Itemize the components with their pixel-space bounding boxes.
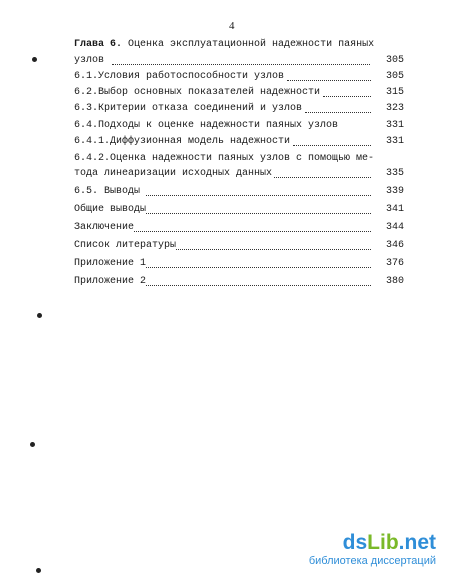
- toc-entry-text: Список литературы: [74, 240, 177, 251]
- toc-page-number: 335: [385, 168, 404, 179]
- toc-entry[interactable]: [74, 203, 404, 217]
- dot-leader: [146, 285, 371, 286]
- toc-page-number: 339: [385, 186, 404, 197]
- toc-page-number: 315: [385, 87, 404, 98]
- toc-entry-text: 6.4.2.Оценка надежности паяных узлов с помощью ме-: [74, 153, 375, 164]
- toc-entry[interactable]: [74, 135, 404, 149]
- binder-hole-mark: [37, 313, 42, 318]
- toc-entry[interactable]: [74, 185, 404, 199]
- dot-leader: [323, 96, 371, 97]
- chapter-heading-line1: [74, 39, 374, 50]
- toc-entry[interactable]: [74, 167, 404, 181]
- toc-entry-text: Приложение 1: [74, 258, 147, 269]
- dot-leader: [112, 64, 370, 65]
- toc-page-number: 346: [385, 240, 404, 251]
- binder-hole-mark: [30, 442, 35, 447]
- toc-entry-text: Общие выводы: [74, 204, 147, 215]
- toc-entry[interactable]: [74, 70, 404, 84]
- toc-entry[interactable]: [74, 275, 404, 289]
- dslib-tagline: библиотека диссертаций: [308, 555, 436, 567]
- dot-leader: [274, 177, 371, 178]
- toc-entry[interactable]: [74, 102, 404, 116]
- toc-entry-text: 6.1.Условия работоспособности узлов: [74, 71, 285, 82]
- toc-page-number: 323: [385, 103, 404, 114]
- dot-leader: [293, 145, 371, 146]
- toc-entry[interactable]: [74, 221, 404, 235]
- page-number: 4: [229, 20, 235, 32]
- toc-entry[interactable]: [74, 257, 404, 271]
- toc-page-number: 305: [385, 55, 404, 66]
- toc-entry-line1: [74, 153, 374, 164]
- chapter-title-continued: узлов: [74, 55, 105, 66]
- binder-hole-mark: [36, 568, 41, 573]
- toc-entry-text: Заключение: [74, 222, 135, 233]
- dot-leader: [287, 80, 371, 81]
- toc-entry-text: 6.4.1.Диффузионная модель надежности: [74, 136, 291, 147]
- dot-leader: [146, 195, 371, 196]
- toc-entry[interactable]: [74, 119, 404, 133]
- binder-hole-mark: [32, 57, 37, 62]
- toc-entry-text: 6.3.Критерии отказа соединений и узлов: [74, 103, 303, 114]
- dot-leader: [146, 213, 371, 214]
- toc-page-number: 331: [385, 136, 404, 147]
- toc-page-number: 380: [385, 276, 404, 287]
- toc-page-number: 341: [385, 204, 404, 215]
- toc-entry[interactable]: [74, 54, 404, 68]
- dot-leader: [146, 267, 371, 268]
- dslib-logo: dsLib.net: [342, 531, 436, 554]
- chapter-label: Глава 6.: [74, 39, 123, 50]
- toc-page-number: 331: [385, 120, 404, 131]
- toc-entry[interactable]: [74, 86, 404, 100]
- toc-entry[interactable]: [74, 239, 404, 253]
- toc-page-number: 376: [385, 258, 404, 269]
- toc-entry-text: тода линеаризации исходных данных: [74, 168, 273, 179]
- dot-leader: [305, 112, 371, 113]
- dot-leader: [134, 231, 371, 232]
- dot-leader: [176, 249, 371, 250]
- toc-entry-text: Приложение 2: [74, 276, 147, 287]
- toc-entry-text: 6.4.Подходы к оценке надежности паяных узлов: [74, 120, 339, 131]
- dslib-watermark[interactable]: [309, 532, 436, 568]
- chapter-title: Оценка эксплуатационной надежности паяных: [128, 39, 375, 50]
- toc-entry-text: 6.2.Выбор основных показателей надежности: [74, 87, 321, 98]
- toc-page-number: 344: [385, 222, 404, 233]
- toc-page-number: 305: [385, 71, 404, 82]
- toc-entry-text: 6.5. Выводы: [74, 186, 141, 197]
